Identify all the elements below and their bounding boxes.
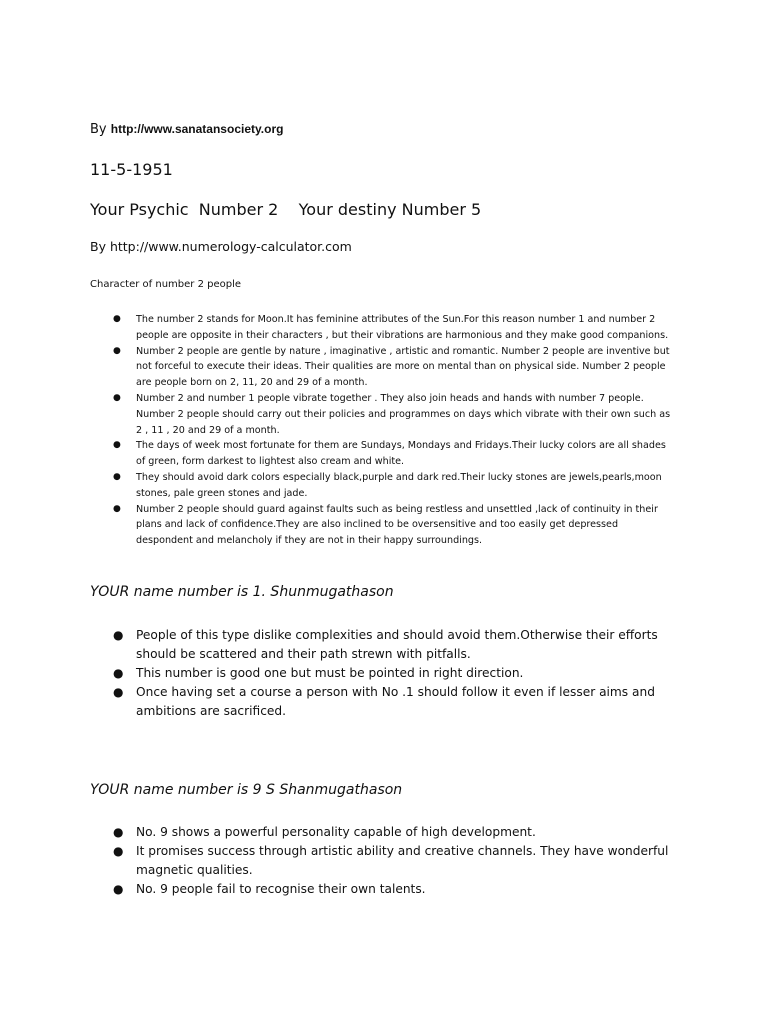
list-item: ● Number 2 and number 1 people vibrate together . They also join heads and hands with number 7 people. Number 2 people should carry out their policies and programmes on days which vibrate with their own such as 2 , 11 , 20 and 29 of a month.: [113, 392, 671, 436]
list-item: ● People of this type dislike complexities and should avoid them.Otherwise their efforts should be scattered and their path strewn with pitfalls.: [113, 628, 658, 661]
list-item: ● The days of week most fortunate for them are Sundays, Mondays and Fridays.Their lucky colors are all shades of green, form darkest to lightest also cream and white.: [113, 440, 666, 468]
bullet-icon: ●: [113, 503, 121, 514]
psychic-destiny-numbers: Your Psychic Number 2 Your destiny Number 5: [90, 200, 482, 219]
birth-date: 11-5-1951: [90, 160, 173, 179]
by-prefix: By: [90, 122, 111, 137]
list-item: ● No. 9 people fail to recognise their own talents.: [136, 880, 696, 899]
bullet-icon: ●: [113, 314, 121, 324]
name-number-1-list: [113, 626, 696, 721]
list-item: ● No. 9 shows a powerful personality capable of high development.: [136, 823, 696, 842]
bullet-icon: ●: [113, 825, 124, 839]
character-heading: Character of number 2 people: [90, 279, 242, 290]
bullet-icon: ●: [113, 628, 124, 642]
list-item: ● They should avoid dark colors especially black,purple and dark red.Their lucky stones are jewels,pearls,moon stones, pale green stones and jade.: [113, 471, 662, 499]
name-number-1-heading: YOUR name number is 1. Shunmugathason: [90, 584, 394, 600]
list-item: ● Once having set a course a person with No .1 should follow it even if lesser aims and ambitions are sacrificed.: [113, 685, 655, 718]
source-url-link[interactable]: http://www.sanatansociety.org: [110, 122, 284, 136]
list-item: ● Number 2 people should guard against faults such as being restless and unsettled ,lack of continuity in their plans and lack of confidence.They are also inclined to be oversensitive and too easily get depressed despondent and melancholy if they are not in their happy surroundings.: [113, 503, 658, 547]
bullet-icon: ●: [113, 882, 124, 896]
name-number-9-heading: YOUR name number is 9 S Shanmugathason: [90, 782, 403, 798]
bullet-icon: ●: [113, 666, 124, 680]
bullet-icon: ●: [113, 844, 124, 858]
list-item: ● The number 2 stands for Moon.It has feminine attributes of the Sun.For this reason number 1 and number 2 people are opposite in their characters , but their vibrations are harmonious and they make good companions.: [113, 314, 669, 341]
name-number-9-list: [113, 823, 696, 899]
bullet-icon: ●: [113, 392, 121, 403]
bullet-icon: ●: [113, 685, 124, 699]
source-line: [90, 122, 690, 137]
bullet-icon: ●: [113, 345, 121, 356]
list-item: ● Number 2 people are gentle by nature , imaginative , artistic and romantic. Number 2 people are inventive but not forceful to execute their ideas. Their qualities are more on mental than on physical side. Number 2 people are people born on 2, 11, 20 and 29 of a month.: [113, 345, 670, 389]
calculator-source-line: By http://www.numerology-calculator.com: [90, 239, 352, 254]
character-list: [113, 312, 676, 549]
bullet-icon: ●: [113, 471, 121, 482]
list-item: ● It promises success through artistic ability and creative channels. They have wonderful magnetic qualities.: [113, 844, 669, 877]
bullet-icon: ●: [113, 440, 121, 451]
list-item: ● This number is good one but must be pointed in right direction.: [136, 664, 696, 683]
